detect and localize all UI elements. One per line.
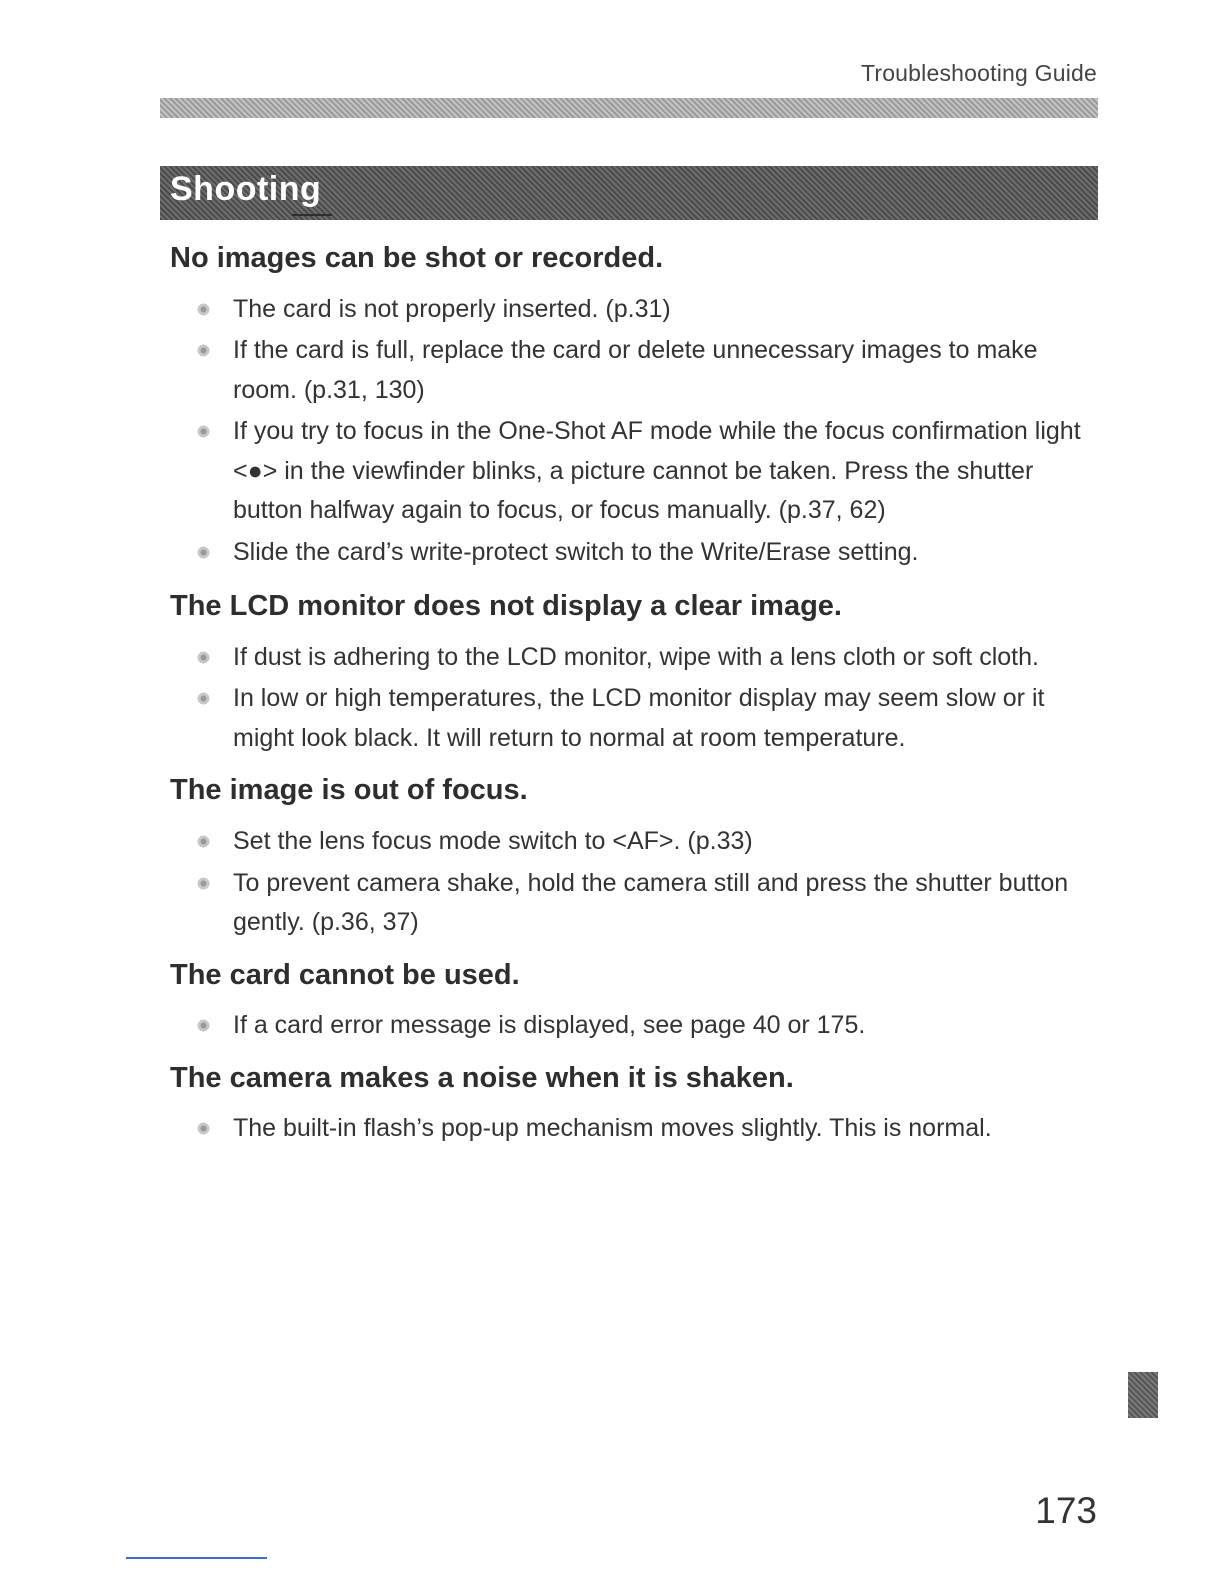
troubleshooting-content bbox=[170, 240, 1100, 1151]
page-number: 173 bbox=[1035, 1490, 1097, 1531]
list-item bbox=[170, 533, 1100, 573]
bullet-icon bbox=[197, 651, 210, 664]
bullet-icon bbox=[197, 835, 210, 848]
bullet-text: Set the lens focus mode switch to <AF>. (p.33) bbox=[233, 827, 753, 856]
section-title: Shooting bbox=[170, 170, 322, 208]
bullet-list bbox=[170, 290, 1100, 573]
bullet-icon bbox=[197, 546, 210, 559]
bullet-text: If the card is full, replace the card or delete unnecessary images to make room. (p.31, 130) bbox=[233, 336, 1038, 404]
bullet-list bbox=[170, 1006, 1100, 1046]
list-item bbox=[170, 290, 1100, 330]
topic-camera-noise bbox=[170, 1060, 1100, 1149]
list-item bbox=[170, 1006, 1100, 1046]
bullet-icon bbox=[197, 692, 210, 705]
chapter-thumb-tab bbox=[1128, 1372, 1158, 1418]
topic-no-images bbox=[170, 240, 1100, 572]
bullet-icon bbox=[197, 877, 210, 890]
section-banner bbox=[160, 166, 1098, 220]
list-item bbox=[170, 822, 1100, 862]
bullet-icon bbox=[197, 1019, 210, 1032]
topic-heading: The card cannot be used. bbox=[170, 958, 520, 991]
section-title-underline bbox=[292, 214, 332, 216]
topic-out-of-focus bbox=[170, 772, 1100, 942]
bullet-list bbox=[170, 638, 1100, 759]
bullet-text: The card is not properly inserted. (p.31) bbox=[233, 294, 671, 323]
topic-card-cannot-be-used bbox=[170, 957, 1100, 1046]
topic-heading: The camera makes a noise when it is shaken. bbox=[170, 1061, 794, 1094]
bullet-text: To prevent camera shake, hold the camera still and press the shutter button gently. (p.36, 37) bbox=[233, 868, 1069, 937]
list-item bbox=[170, 638, 1100, 678]
list-item bbox=[170, 412, 1100, 531]
bullet-text: If a card error message is displayed, see page 40 or 175. bbox=[233, 1011, 866, 1040]
bullet-text: If dust is adhering to the LCD monitor, wipe with a lens cloth or soft cloth. bbox=[233, 642, 1039, 671]
bullet-icon bbox=[197, 303, 210, 316]
bullet-list bbox=[170, 1109, 1100, 1149]
list-item bbox=[170, 1109, 1100, 1149]
bullet-text: In low or high temperatures, the LCD monitor display may seem slow or it might look black. It will return to normal at room temperature. bbox=[233, 684, 1045, 752]
bullet-icon bbox=[197, 425, 210, 438]
bullet-text: Slide the card’s write-protect switch to the Write/Erase setting. bbox=[233, 537, 919, 566]
running-header-title: Troubleshooting Guide bbox=[860, 60, 1097, 86]
bullet-text: The built-in flash’s pop-up mechanism moves slightly. This is normal. bbox=[233, 1114, 992, 1143]
bullet-text: If you try to focus in the One-Shot AF mode while the focus confirmation light <●> in the viewfinder blinks, a picture cannot be taken. Press the shutter button halfway again to focus, or focus manually. (p.37, 62) bbox=[233, 417, 1081, 525]
list-item bbox=[170, 679, 1100, 758]
list-item bbox=[170, 864, 1100, 943]
bullet-icon bbox=[197, 344, 210, 357]
bullet-icon bbox=[197, 1122, 210, 1135]
topic-heading: No images can be shot or recorded. bbox=[170, 242, 664, 274]
list-item bbox=[170, 331, 1100, 410]
topic-heading: The image is out of focus. bbox=[170, 774, 528, 807]
footer-rule bbox=[126, 1557, 267, 1559]
bullet-list bbox=[170, 822, 1100, 943]
topic-lcd-monitor bbox=[170, 588, 1100, 758]
header-divider-bar bbox=[160, 98, 1098, 118]
topic-heading: The LCD monitor does not display a clear image. bbox=[170, 590, 842, 623]
